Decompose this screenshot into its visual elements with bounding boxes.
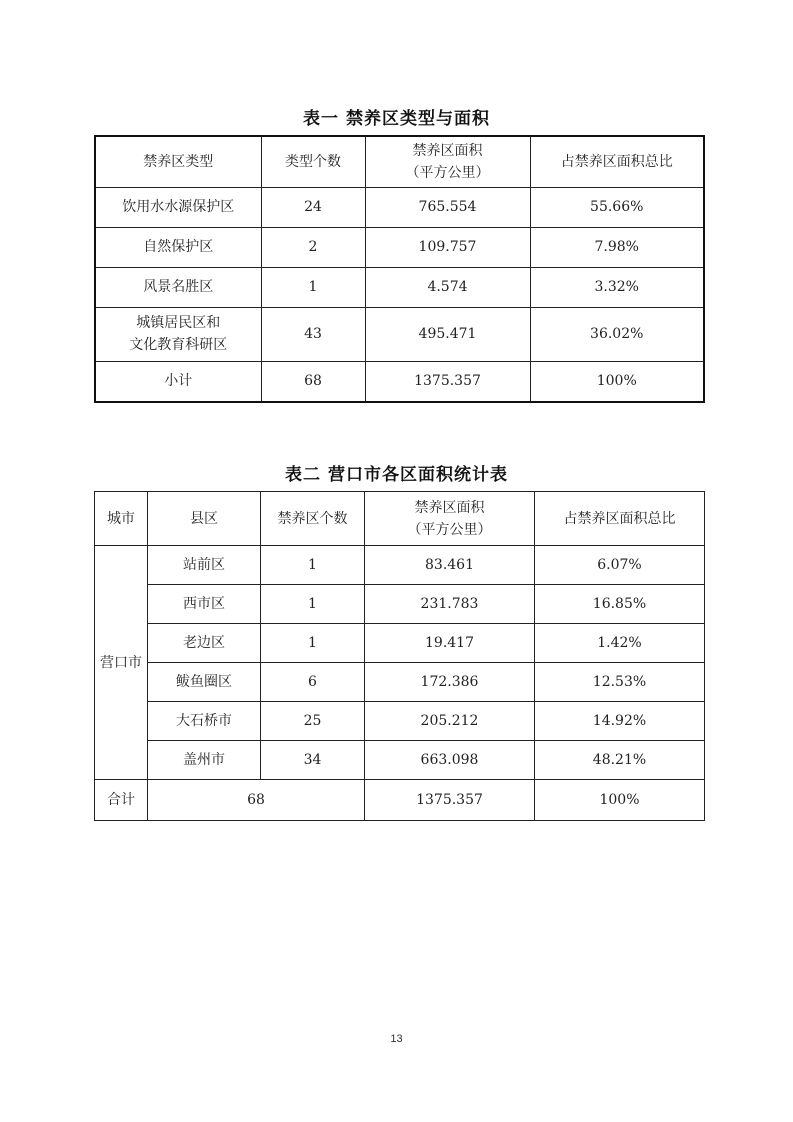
count-cell: 25: [261, 702, 365, 741]
pct-cell: 48.21%: [535, 741, 705, 780]
table1-header-area: [365, 136, 530, 187]
type-cell: 饮用水水源保护区: [95, 187, 261, 227]
city-cell: 营口市: [95, 546, 148, 780]
count-cell: 68: [261, 361, 365, 402]
area-cell: 495.471: [365, 307, 530, 361]
page-number: 13: [390, 1033, 403, 1045]
area-cell: 83.461: [365, 546, 535, 585]
table-row: [95, 267, 704, 307]
table1-header-row: [95, 136, 704, 187]
area-cell: 205.212: [365, 702, 535, 741]
table-row: [95, 227, 704, 267]
table1-header-area-line1: 禁养区面积: [412, 142, 483, 159]
area-cell: 765.554: [365, 187, 530, 227]
table-row: [95, 741, 705, 780]
table1-header-count: 类型个数: [261, 136, 365, 187]
table2-title: 表二 营口市各区面积统计表: [285, 465, 508, 485]
table2-header-district: 县区: [148, 492, 261, 546]
table2-total-row: [95, 780, 705, 821]
table2-header-area-line1: 禁养区面积: [414, 499, 485, 516]
district-cell: 站前区: [148, 546, 261, 585]
total-pct: 100%: [535, 780, 705, 821]
area-cell: 663.098: [365, 741, 535, 780]
table2-header-row: [95, 492, 705, 546]
area-cell: 19.417: [365, 624, 535, 663]
table-row: [95, 585, 705, 624]
district-cell: 大石桥市: [148, 702, 261, 741]
district-cell: 盖州市: [148, 741, 261, 780]
pct-cell: 16.85%: [535, 585, 705, 624]
total-count: 68: [148, 780, 365, 821]
count-cell: 43: [261, 307, 365, 361]
pct-cell: 36.02%: [530, 307, 704, 361]
area-cell: 109.757: [365, 227, 530, 267]
area-cell: 231.783: [365, 585, 535, 624]
type-cell-line2: 文化教育科研区: [129, 337, 228, 353]
table1-header-pct: 占禁养区面积总比: [530, 136, 704, 187]
count-cell: 2: [261, 227, 365, 267]
table1: [94, 135, 705, 403]
subtotal-label: 小计: [95, 361, 261, 402]
pct-cell: 100%: [530, 361, 704, 402]
type-cell: 自然保护区: [95, 227, 261, 267]
area-cell: 1375.357: [365, 361, 530, 402]
table-row: [95, 307, 704, 361]
area-cell: 172.386: [365, 663, 535, 702]
table2-header-area: [365, 492, 535, 546]
pct-cell: 3.32%: [530, 267, 704, 307]
table2-header-pct: 占禁养区面积总比: [535, 492, 705, 546]
table2-header-count: 禁养区个数: [261, 492, 365, 546]
pct-cell: 7.98%: [530, 227, 704, 267]
table1-subtotal-row: [95, 361, 704, 402]
table1-header-type: 禁养区类型: [95, 136, 261, 187]
district-cell: 老边区: [148, 624, 261, 663]
pct-cell: 14.92%: [535, 702, 705, 741]
count-cell: 24: [261, 187, 365, 227]
table-row: [95, 663, 705, 702]
total-label: 合计: [95, 780, 148, 821]
count-cell: 1: [261, 624, 365, 663]
type-cell: 风景名胜区: [95, 267, 261, 307]
area-cell: 4.574: [365, 267, 530, 307]
count-cell: 6: [261, 663, 365, 702]
count-cell: 34: [261, 741, 365, 780]
table2-header-city: 城市: [95, 492, 148, 546]
district-cell: 西市区: [148, 585, 261, 624]
table-row: [95, 624, 705, 663]
table1-header-area-unit: （平方公里）: [405, 164, 490, 181]
table-row: [95, 546, 705, 585]
pct-cell: 12.53%: [535, 663, 705, 702]
district-cell: 鲅鱼圈区: [148, 663, 261, 702]
table1-title: 表一 禁养区类型与面积: [303, 109, 490, 129]
count-cell: 1: [261, 267, 365, 307]
table2-header-area-unit: （平方公里）: [407, 521, 492, 538]
pct-cell: 6.07%: [535, 546, 705, 585]
table-row: [95, 702, 705, 741]
pct-cell: 1.42%: [535, 624, 705, 663]
count-cell: 1: [261, 546, 365, 585]
total-area: 1375.357: [365, 780, 535, 821]
table-row: [95, 187, 704, 227]
table2: [94, 491, 705, 821]
pct-cell: 55.66%: [530, 187, 704, 227]
type-cell-line1: 城镇居民区和: [136, 315, 221, 331]
type-cell: [95, 307, 261, 361]
count-cell: 1: [261, 585, 365, 624]
